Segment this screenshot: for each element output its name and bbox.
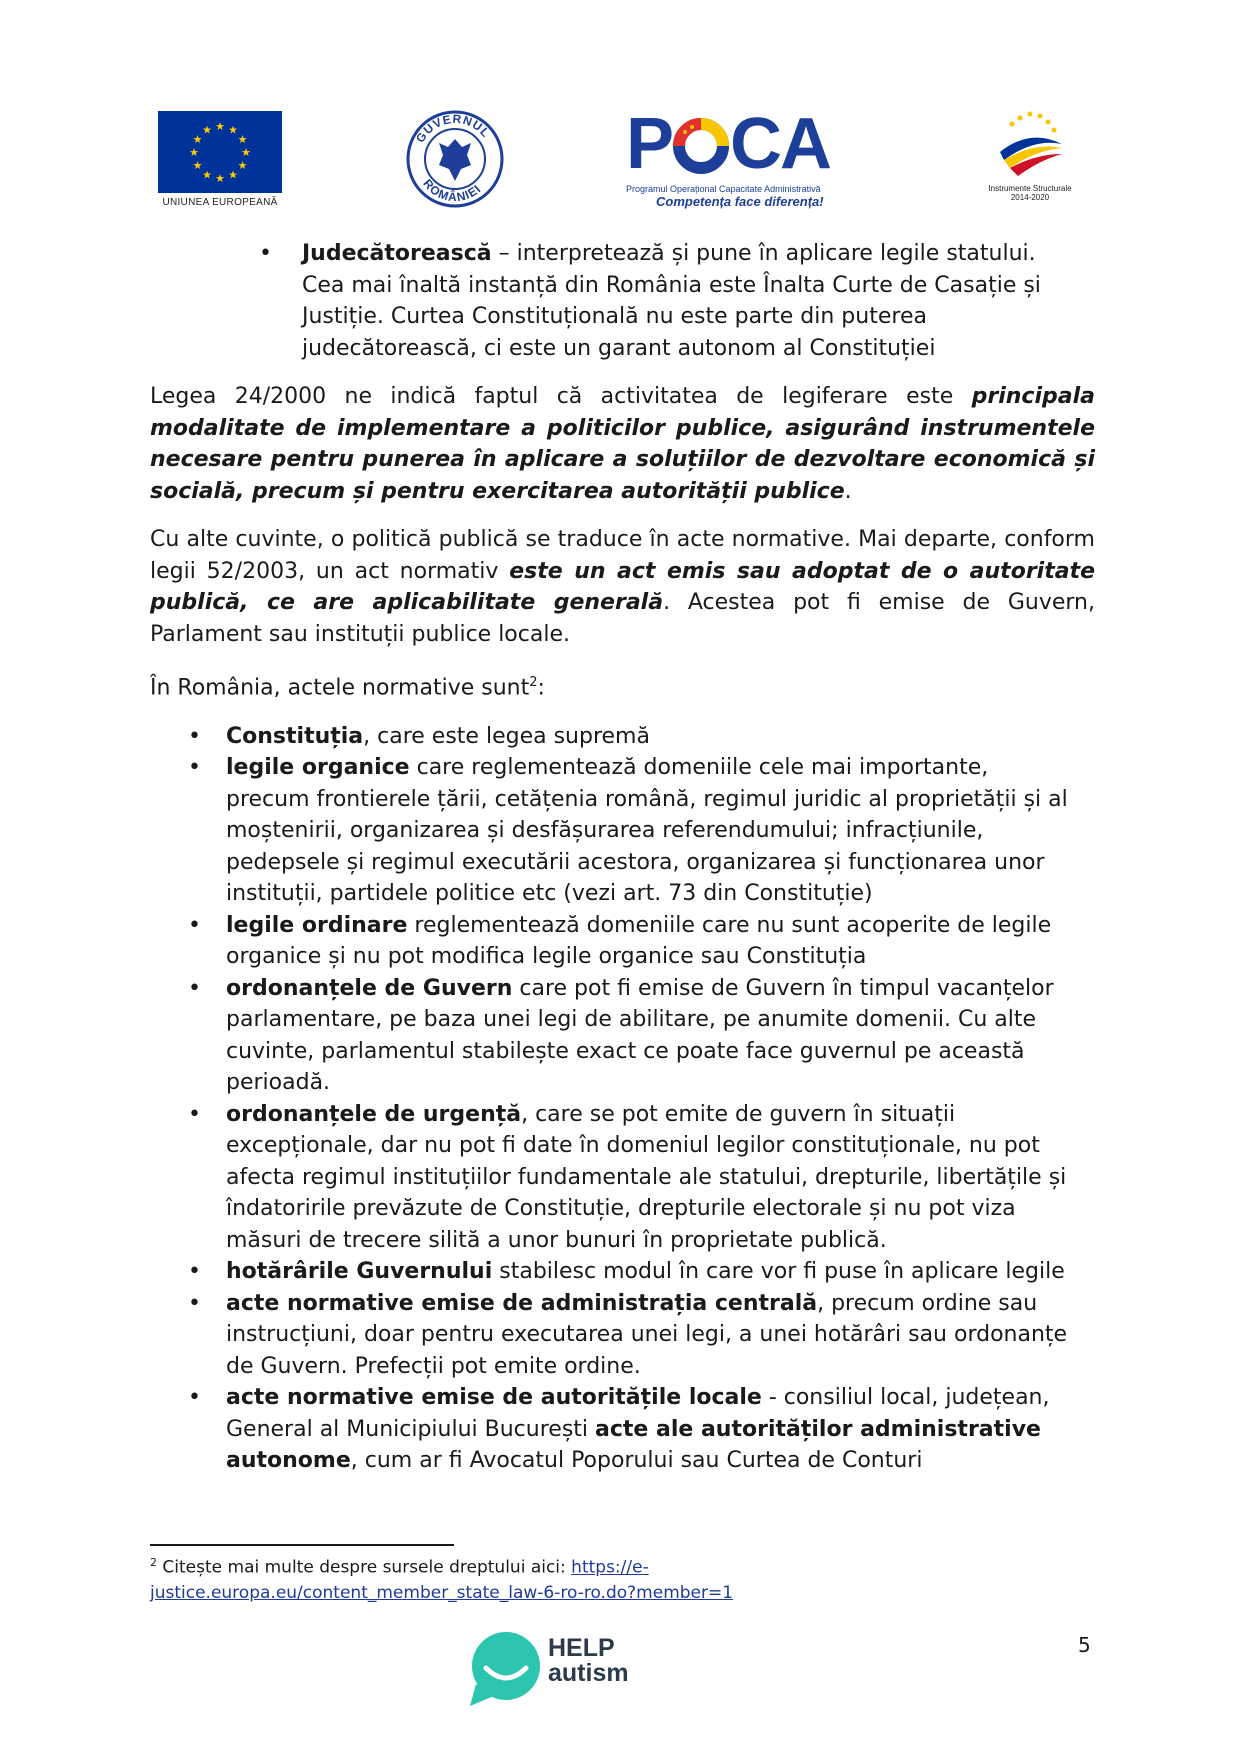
page-content xyxy=(150,238,1095,1477)
help-autism-logo xyxy=(466,1630,656,1710)
instr-caption-line1: Instrumente Structurale xyxy=(988,184,1072,193)
list-item: • acte normative emise de autoritățile locale - consiliul local, județean, General al Municipiului București acte ale autorităților administrative autonome, cum ar fi Avocatul Poporului sau Curtea de Conturi xyxy=(150,1382,1095,1477)
page-number: 5 xyxy=(1078,1633,1091,1657)
speech-bubble-icon xyxy=(466,1630,544,1708)
footnote-separator xyxy=(150,1544,454,1546)
eu-star-icon: ★ xyxy=(237,159,248,172)
eu-star-icon: ★ xyxy=(189,146,199,159)
instr-caption-line2: 2014-2020 xyxy=(1010,193,1050,202)
poca-subtitle: Programul Operațional Capacitate Administrativă xyxy=(626,184,821,194)
eu-star-icon: ★ xyxy=(192,133,203,146)
list-item: • legile organice care reglementează domeniile cele mai importante, precum frontierele țării, cetățenia română, regimul juridic al proprietății și al moștenirii, organizarea și desfășurarea referendumului; infracțiunile, pedepsele și regimul executării acestora, organizarea și funcționarea unor instituții, partidele politice etc (vezi art. 73 din Constituție) xyxy=(150,752,1095,910)
eu-star-icon: ★ xyxy=(202,123,212,137)
eu-star-icon: ★ xyxy=(202,168,212,182)
eu-star-icon: ★ xyxy=(228,168,238,182)
eu-star-icon: ★ xyxy=(241,146,251,159)
list-item: • Constituția, care este legea supremă xyxy=(150,721,1095,753)
paragraph-romania-intro: În România, actele normative sunt$^2$: xyxy=(150,675,545,701)
list-item: • ordonanțele de urgență, care se pot emite de guvern în situații excepționale, dar nu pot fi date în domeniul legilor constituționale, nu pot afecta regimul instituțiilor fundamentale ale statului, drepturile, libertățile și îndatoririle prevăzute de Constituție, drepturile electorale și nu pot viza măsuri de trecere silită a unor bunuri în proprietate publică. xyxy=(150,1099,1095,1257)
svg-text:GUVERNUL: GUVERNUL xyxy=(412,111,494,146)
eu-caption: UNIUNEA EUROPEANĂ xyxy=(162,197,278,208)
eu-star-icon: ★ xyxy=(215,120,225,133)
eu-logo xyxy=(158,111,282,211)
top-bullet-list xyxy=(150,238,1095,364)
list-item: • acte normative emise de administrația centrală, precum ordine sau instrucțiuni, doar pentru executarea unei legi, a unei hotărâri sau ordonanțe de Guvern. Prefecții pot emite ordine. xyxy=(150,1288,1095,1383)
footnote-link[interactable]: https://e-justice.europa.eu/content_member_state_law-6-ro-ro.do?member=1 xyxy=(150,1557,734,1603)
swoosh-stars-icon xyxy=(990,108,1070,180)
footnote: $^2$ Citește mai multe despre sursele dreptului aici: https://e-justice.europa.eu/content_member_state_law-6-ro-ro.do?member=1 xyxy=(150,1556,734,1603)
paragraph-acte-normative: Cu alte cuvinte, o politică publică se traduce în acte normative. Mai departe, conform legii 52/2003, un act normativ este un act emis sau adoptat de o autoritate publică, ce are aplicabilitate generală. Acestea pot fi emise de Guvern, Parlament sau instituții publice locale. xyxy=(150,527,1096,647)
eu-flag-icon xyxy=(158,111,282,193)
poca-ring-icon xyxy=(672,118,730,174)
list-item: • ordonanțele de Guvern care pot fi emise de Guvern în timpul vacanțelor parlamentare, pe baza unei legi de abilitare, pe anumite domenii. Cu alte cuvinte, parlamentul stabilește exact ce poate face guvernul pe această perioadă. xyxy=(150,973,1095,1099)
structural-instruments-logo xyxy=(975,108,1085,208)
eu-star-icon: ★ xyxy=(215,172,225,185)
svg-text:ROMÂNIEI: ROMÂNIEI xyxy=(420,176,484,205)
poca-logo: P CA Programul Operațional Capacitate Administrativă Competența face diferența! xyxy=(626,112,856,208)
list-item: • hotărârile Guvernului stabilesc modul în care vor fi puse în aplicare legile xyxy=(150,1256,1095,1288)
list-item-judecatoreasca: • Judecătorească – interpretează și pune în aplicare legile statului. Cea mai înaltă instanță din România este Înalta Curte de Casație și Justiție. Curtea Constituțională nu este parte din puterea judecătorească, ci este un garant autonom al Constituției xyxy=(150,238,1095,364)
help-logo-line2: autism xyxy=(548,1659,629,1687)
help-logo-line1: HELP xyxy=(548,1634,615,1662)
eu-star-icon: ★ xyxy=(237,133,248,146)
list-item: • legile ordinare reglementează domeniile care nu sunt acoperite de legile organice și nu pot modifica legile organice sau Constituția xyxy=(150,910,1095,973)
footnote-ref[interactable]: 2 xyxy=(529,675,538,690)
eu-star-icon: ★ xyxy=(228,123,238,137)
paragraph-legea-24: Legea 24/2000 ne indică faptul că activitatea de legiferare este principala modalitate de implementare a politicilor publice, asigurând instrumentele necesare pentru punerea în aplicare a soluțiilor de dezvoltare economică și socială, precum și pentru exercitarea autorității publice. xyxy=(150,384,1095,504)
normative-acts-list xyxy=(150,721,1095,1477)
eu-star-icon: ★ xyxy=(192,159,203,172)
government-seal-logo xyxy=(405,109,505,209)
poca-slogan: Competența face diferența! xyxy=(656,194,824,209)
